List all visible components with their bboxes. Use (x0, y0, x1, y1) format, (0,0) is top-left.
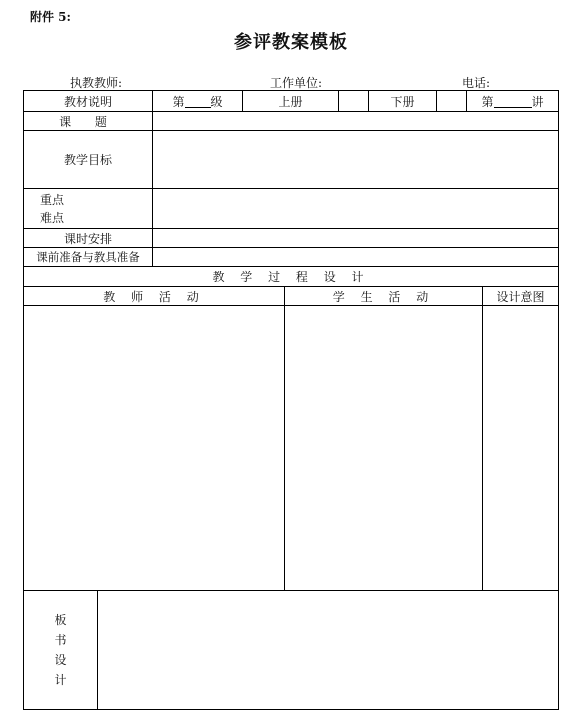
lecture-cell (467, 91, 558, 111)
lecture-blank[interactable] (494, 95, 532, 108)
board-char-1: 板 (54, 613, 67, 627)
teacher-activity-header: 教 师 活 动 (103, 289, 205, 304)
volume-up-label: 上册 (278, 94, 303, 109)
difficult-point-label: 难点 (40, 210, 65, 225)
board-char-2: 书 (54, 633, 67, 647)
grade-suffix: 级 (210, 94, 223, 109)
preparation-label: 课前准备与教具准备 (36, 250, 140, 264)
attachment-label: 附件 5: (30, 10, 71, 24)
student-activity-header: 学 生 活 动 (332, 289, 435, 304)
design-intent-header: 设计意图 (496, 289, 545, 304)
grade-cell (153, 91, 242, 111)
phone-label: 电话: (462, 76, 491, 90)
board-design-label (24, 591, 97, 709)
lecture-suffix: 讲 (531, 94, 544, 109)
key-point-label: 重点 (40, 192, 65, 207)
material-label: 教材说明 (63, 94, 112, 109)
teaching-goal-label: 教学目标 (63, 153, 112, 167)
grade-blank[interactable] (185, 95, 211, 108)
key-difficult-cell (40, 189, 150, 228)
teacher-label: 执教教师: (70, 76, 123, 90)
schedule-label: 课时安排 (63, 231, 112, 246)
unit-label: 工作单位: (270, 76, 323, 90)
process-design-label: 教 学 过 程 设 计 (212, 270, 370, 284)
board-char-3: 设 (54, 653, 67, 667)
lecture-prefix: 第 (481, 94, 494, 109)
topic-label: 课 题 (59, 114, 117, 129)
volume-down-label: 下册 (390, 94, 415, 109)
grade-prefix: 第 (172, 94, 185, 109)
board-char-4: 计 (54, 673, 67, 687)
page-title: 参评教案模板 (234, 32, 348, 53)
